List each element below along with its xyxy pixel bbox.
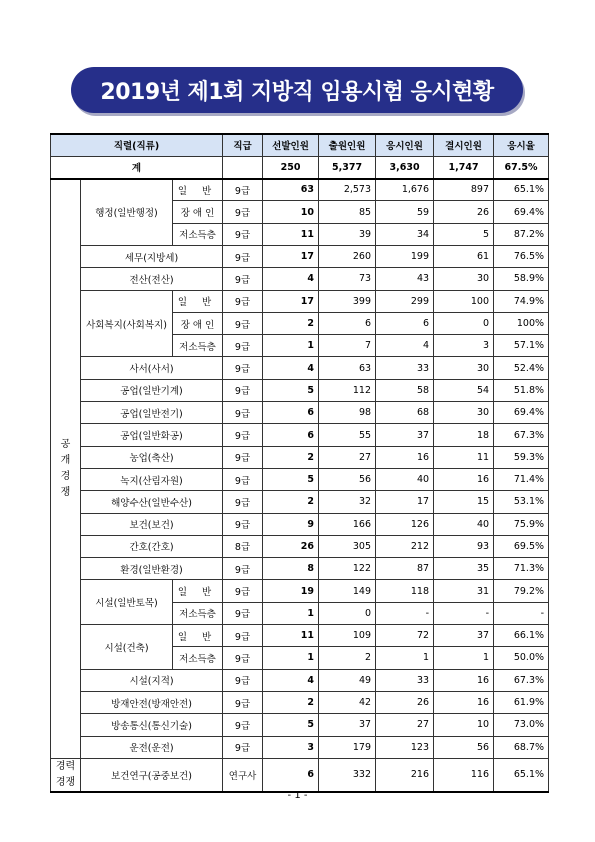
header-rate: 응시율 xyxy=(494,134,549,156)
table-row: 저소득층 9급 1 7 4 3 57.1% xyxy=(51,335,549,357)
table-row: 사회복지(사회복지) 일 반 9급 17 399 299 100 74.9% xyxy=(51,290,549,312)
table-row: 장 애 인 9급 2 6 6 0 100% xyxy=(51,312,549,334)
group-label: 행정(일반행정) xyxy=(81,179,173,246)
table-row: 사서(사서) 9급 4 63 33 30 52.4% xyxy=(51,357,549,379)
category-career-competition: 경력 경쟁 xyxy=(51,758,81,792)
table-row: 공업(일반전기) 9급 6 98 68 30 69.4% xyxy=(51,402,549,424)
table-row: 운전(운전) 9급 3 179 123 56 68.7% xyxy=(51,736,549,758)
table-row: 저소득층 9급 11 39 34 5 87.2% xyxy=(51,223,549,245)
table-row: 녹지(산림자원) 9급 5 56 40 16 71.4% xyxy=(51,468,549,490)
group-label: 시설(일반토목) xyxy=(81,580,173,625)
page-number: - 1 - xyxy=(287,790,308,801)
total-label: 계 xyxy=(51,156,223,178)
header-selected: 선발인원 xyxy=(263,134,319,156)
table-row: 전산(전산) 9급 4 73 43 30 58.9% xyxy=(51,268,549,290)
table-row: 보건(보건) 9급 9 166 126 40 75.9% xyxy=(51,513,549,535)
table-row: 농업(축산) 9급 2 27 16 11 59.3% xyxy=(51,446,549,468)
table-row: 시설(건축) 일 반 9급 11 109 72 37 66.1% xyxy=(51,625,549,647)
header-took: 응시인원 xyxy=(376,134,434,156)
table-row: 경력 경쟁 보건연구(공중보건) 연구사 6 332 216 116 65.1% xyxy=(51,758,549,792)
table-row: 시설(일반토목) 일 반 9급 19 149 118 31 79.2% xyxy=(51,580,549,602)
table-header-row xyxy=(51,134,549,156)
table-row: 방송통신(통신기술) 9급 5 37 27 10 73.0% xyxy=(51,714,549,736)
group-label: 시설(건축) xyxy=(81,625,173,670)
header-position: 직렬(직류) xyxy=(51,134,223,156)
table-row: 저소득층 9급 1 2 1 1 50.0% xyxy=(51,647,549,669)
table-row: 공 개 경 쟁 행정(일반행정) 일 반 9급 63 2,573 1,676 897 65.1% xyxy=(51,179,549,201)
header-grade: 직급 xyxy=(223,134,263,156)
table-row: 공업(일반화공) 9급 6 55 37 18 67.3% xyxy=(51,424,549,446)
table-row: 시설(지적) 9급 4 49 33 16 67.3% xyxy=(51,669,549,691)
table-row: 저소득층 9급 1 0 - - - xyxy=(51,602,549,624)
table-row: 환경(일반환경) 9급 8 122 87 35 71.3% xyxy=(51,558,549,580)
header-applied: 출원인원 xyxy=(319,134,376,156)
table-row: 공업(일반기계) 9급 5 112 58 54 51.8% xyxy=(51,379,549,401)
table-row: 장 애 인 9급 10 85 59 26 69.4% xyxy=(51,201,549,223)
page-title: 2019년 제1회 지방직 임용시험 응시현황 xyxy=(71,67,523,113)
exam-status-table xyxy=(50,133,549,793)
table-row: 세무(지방세) 9급 17 260 199 61 76.5% xyxy=(51,245,549,267)
category-open-competition: 공 개 경 쟁 xyxy=(51,179,81,759)
table-row: 간호(간호) 8급 26 305 212 93 69.5% xyxy=(51,535,549,557)
total-row: 계 250 5,377 3,630 1,747 67.5% xyxy=(51,156,549,178)
group-label: 사회복지(사회복지) xyxy=(81,290,173,357)
header-absent: 결시인원 xyxy=(434,134,494,156)
table-row: 방재안전(방재안전) 9급 2 42 26 16 61.9% xyxy=(51,691,549,713)
table-row: 해양수산(일반수산) 9급 2 32 17 15 53.1% xyxy=(51,491,549,513)
